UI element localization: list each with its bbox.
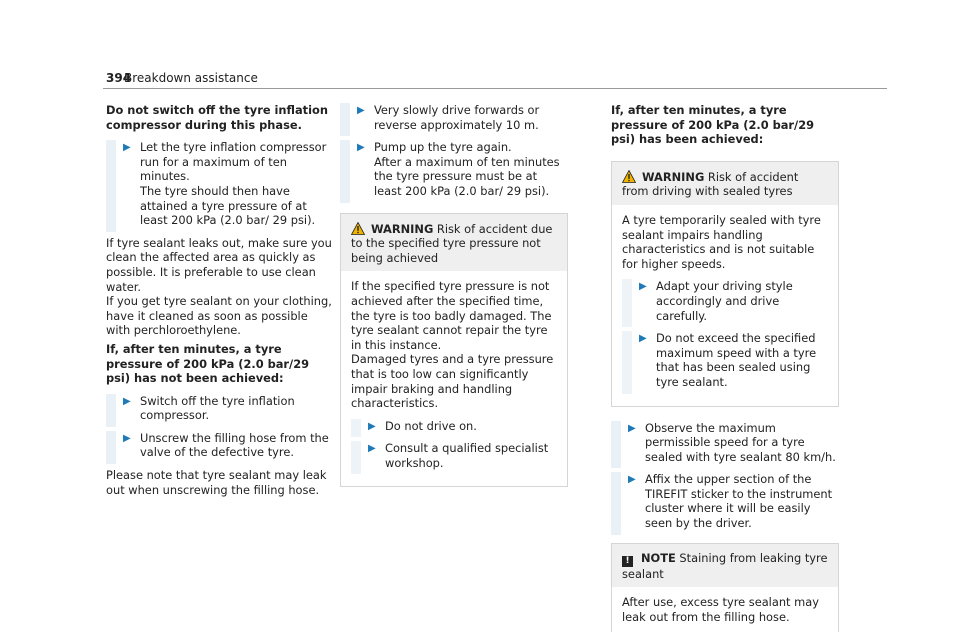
phase-heading: Do not switch off the tyre inflation compressor during this phase. [106, 103, 328, 132]
step-text: Do not drive on. [385, 418, 477, 433]
arrow-right-icon: ▶ [368, 443, 376, 455]
warning-paragraph: A tyre temporarily sealed with tyre sealant impairs handling characteristics and is not suitable for higher speeds. [622, 212, 821, 271]
note-paragraph: After use, excess tyre sealant may leak out from the filling hose. [622, 595, 819, 624]
warning-body [341, 271, 567, 486]
step-text: Adapt your driving style accordingly and drive carefully. [656, 279, 793, 323]
step-text: Switch off the tyre inflation compressor. [140, 393, 295, 423]
step-item [106, 394, 334, 423]
warning-box [340, 213, 568, 488]
paragraph: If tyre sealant leaks out, make sure you clean the affected area as quickly as possible. It is preferable to use clean water. [106, 235, 332, 294]
arrow-right-icon: ▶ [123, 432, 131, 444]
arrow-right-icon: ▶ [357, 105, 365, 116]
header-rule [103, 88, 887, 89]
paragraph: If you get tyre sealant on your clothing, have it cleaned as soon as possible with perchloroethylene. [106, 294, 332, 338]
column-3 [611, 103, 839, 632]
column-1 [106, 103, 334, 497]
step-text: Pump up the tyre again. After a maximum of ten minutes the tyre pressure must be at least 200 kPa (2.0 bar/ 29 psi). [374, 140, 560, 198]
note-title: Staining from leaking tyre sealant [622, 550, 828, 581]
warning-header [341, 214, 567, 272]
step-item [611, 472, 839, 530]
step-item [622, 331, 828, 389]
warning-label: WARNING [371, 221, 434, 236]
arrow-right-icon: ▶ [123, 142, 131, 154]
step-item [106, 431, 334, 460]
step-text: Do not exceed the specified maximum speed with a tyre that has been sealed using tyre sealant. [656, 331, 817, 389]
arrow-right-icon: ▶ [357, 142, 365, 154]
warning-triangle-icon [622, 170, 636, 183]
note-exclamation-icon: ! [622, 556, 633, 567]
arrow-right-icon: ▶ [628, 474, 636, 486]
step-text: Observe the maximum permissible speed for a tyre sealed with tyre sealant 80 km/h. [645, 420, 836, 464]
step-item [622, 279, 828, 323]
note-label: NOTE [641, 550, 676, 565]
step-text: Affix the upper section of the TIREFIT sticker to the instrument cluster where it will be easily seen by the driver. [645, 472, 833, 531]
warning-label: WARNING [642, 169, 705, 184]
condition-heading: If, after ten minutes, a tyre pressure of 200 kPa (2.0 bar/29 psi) has not been achieved: [106, 341, 310, 386]
step-text: Let the tyre inflation compressor run for a maximum of ten minutes. The tyre should then have attained a tyre pressure of at least 200 kPa (2.0 bar/ 29 psi). [140, 140, 327, 228]
warning-triangle-icon [351, 222, 365, 235]
step-text: Unscrew the filling hose from the valve of the defective tyre. [140, 430, 329, 460]
step-item [340, 140, 568, 198]
note-header [612, 543, 839, 588]
step-item [611, 421, 839, 465]
arrow-right-icon: ▶ [368, 420, 376, 432]
section-title: Breakdown assistance [124, 71, 258, 85]
warning-title: Risk of accident due to the specified tyre pressure not being achieved [351, 221, 553, 265]
step-text: Consult a qualified specialist workshop. [385, 441, 549, 470]
step-item [351, 419, 557, 434]
arrow-right-icon: ▶ [628, 422, 636, 434]
note-body [612, 587, 839, 632]
warning-body [612, 205, 838, 406]
column-2 [340, 103, 568, 497]
step-item [340, 103, 568, 132]
page-number: 394 [106, 71, 132, 85]
condition-heading: If, after ten minutes, a tyre pressure of 200 kPa (2.0 bar/29 psi) has been achieved: [611, 103, 815, 147]
step-text: Very slowly drive forwards or reverse approximately 10 m. [374, 103, 540, 132]
paragraph: Please note that tyre sealant may leak out when unscrewing the filling hose. [106, 468, 327, 497]
warning-header [612, 162, 838, 205]
warning-title: Risk of accident from driving with sealed tyres [622, 169, 799, 199]
arrow-right-icon: ▶ [639, 333, 647, 345]
note-box [611, 543, 839, 632]
warning-paragraph: If the specified tyre pressure is not achieved after the specified time, the tyre is too badly damaged. The tyre sealant cannot repair the tyre in this instance. [351, 279, 552, 352]
arrow-right-icon: ▶ [123, 395, 131, 407]
step-item [351, 441, 557, 470]
warning-paragraph: Damaged tyres and a tyre pressure that is too low can significantly impair braking and handling characteristics. [351, 352, 554, 411]
warning-box [611, 161, 839, 407]
arrow-right-icon: ▶ [639, 281, 647, 293]
step-item [106, 140, 334, 228]
